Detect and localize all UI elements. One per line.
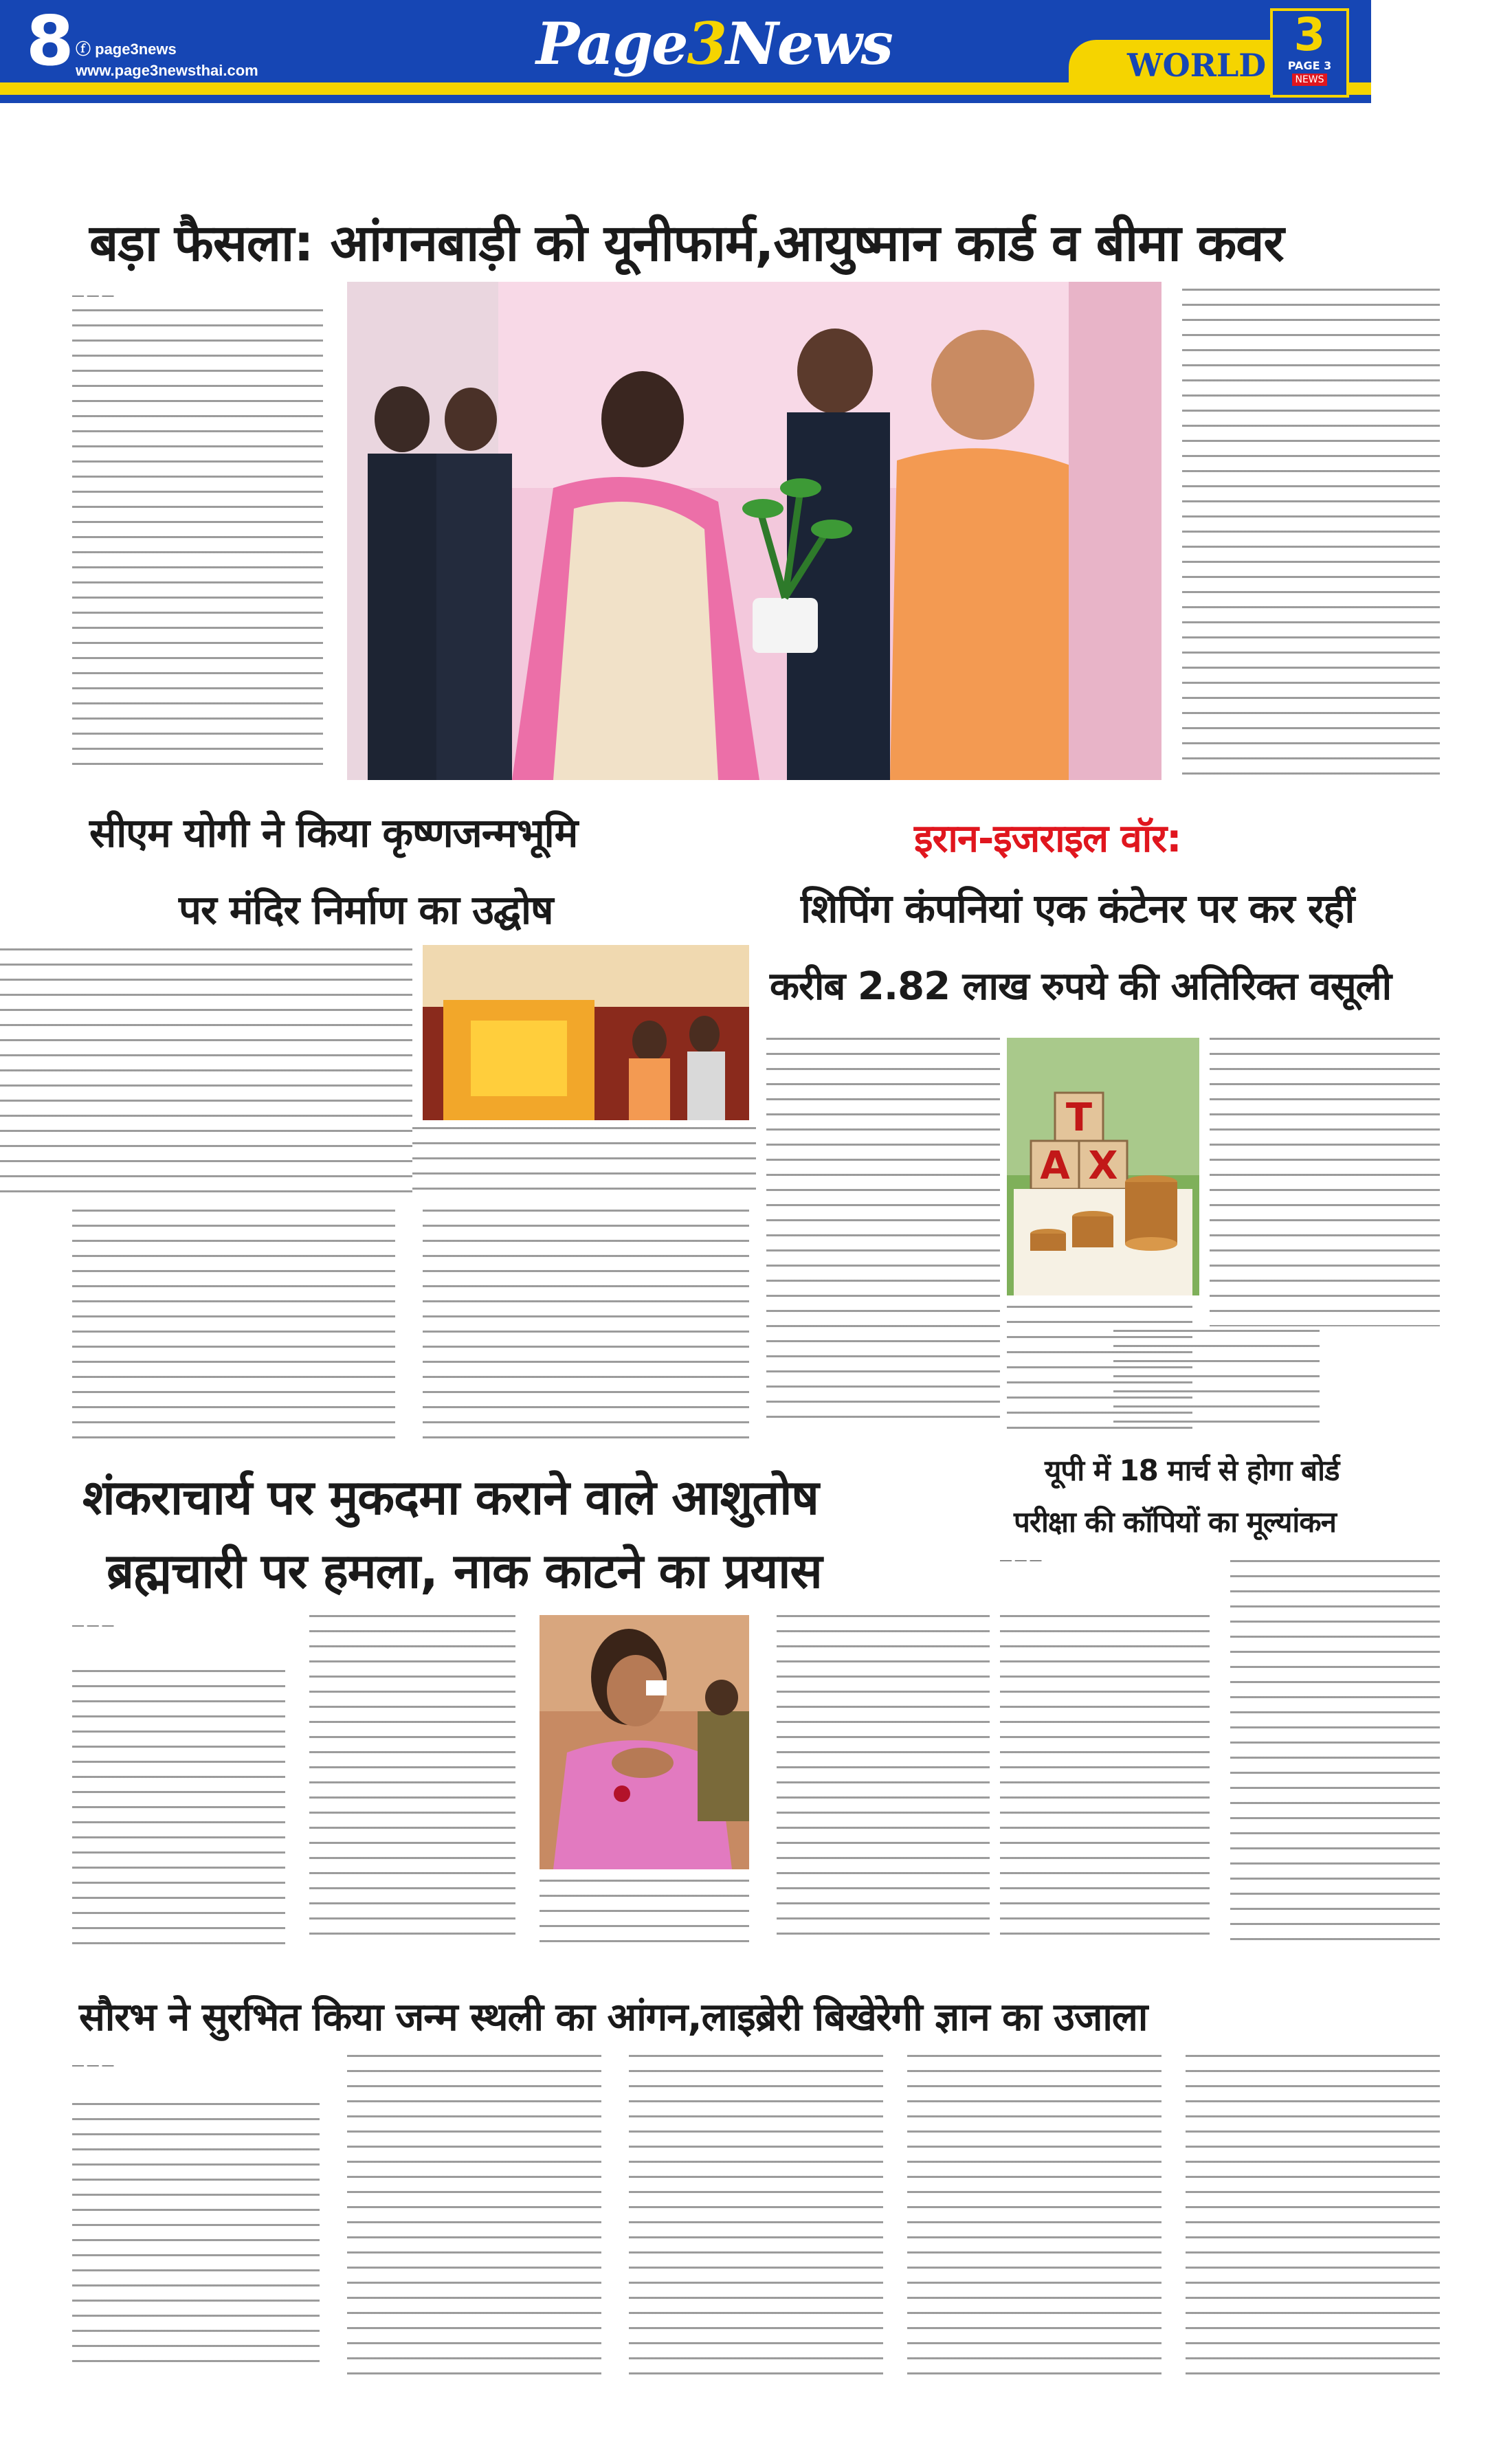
- tax-photo-image: [1007, 1038, 1199, 1295]
- iran-headline-line2: करीब 2.82 लाख रुपये की अतिरिक्त वसूली: [770, 964, 1392, 1009]
- corner-logo: [1270, 8, 1349, 98]
- board-exam-text-col2: [1230, 1560, 1440, 1945]
- newspaper-logo: [536, 10, 892, 78]
- library-byline: — — —: [72, 2058, 114, 2071]
- logo-main: Page: [536, 10, 687, 78]
- svg-text:X: X: [1088, 1144, 1118, 1188]
- library-text-col4: [907, 2055, 1161, 2374]
- shankaracharya-photo: [540, 1615, 749, 1869]
- board-exam-headline-line1: यूपी में 18 मार्च से होगा बोर्ड: [1045, 1454, 1339, 1487]
- lead-headline: बड़ा फैसला: आंगनबाड़ी को यूनीफार्म,आयुष्मान कार्ड व बीमा कवर: [89, 214, 1284, 273]
- shankaracharya-text-col4: [777, 1615, 990, 1945]
- library-text-col1: [72, 2103, 320, 2374]
- iran-kicker: इरान-इजराइल वॉर:: [914, 816, 1181, 861]
- board-exam-headline-line2: परीक्षा की कॉपियों का मूल्यांकन: [1014, 1505, 1336, 1539]
- section-label: WORLD: [1127, 47, 1267, 84]
- logo-tail: News: [725, 10, 892, 78]
- shankaracharya-headline-line1: शंकराचार्य पर मुकदमा कराने वाले आशुतोष: [82, 1469, 819, 1526]
- board-exam-byline: — — —: [1000, 1553, 1042, 1566]
- corner-logo-text: PAGE 3: [1287, 59, 1332, 72]
- board-exam-text-col1: [1000, 1615, 1210, 1945]
- shankaracharya-text-col1: [72, 1670, 285, 1945]
- krishna-text-caption: [412, 1127, 756, 1203]
- social-handle: ⓕ page3news: [76, 41, 177, 58]
- library-text-col2: [347, 2055, 601, 2374]
- corner-logo-number: 3: [1293, 8, 1326, 61]
- lead-text-col3: [1182, 289, 1440, 783]
- page-number: 8: [26, 1, 74, 81]
- lead-photo-image: [347, 282, 1161, 780]
- krishna-photo-image: [423, 945, 749, 1120]
- shankaracharya-text-col2: [309, 1615, 515, 1945]
- svg-text:T: T: [1065, 1095, 1093, 1140]
- library-text-col5: [1186, 2055, 1440, 2374]
- tax-photo: [1007, 1038, 1199, 1295]
- shankaracharya-headline-line2: ब्रह्मचारी पर हमला, नाक काटने का प्रयास: [107, 1543, 822, 1599]
- lead-photo: [347, 282, 1161, 780]
- lead-text-col1: [72, 309, 323, 777]
- lead-byline: — — —: [72, 289, 114, 302]
- logo-number: 3: [687, 10, 726, 78]
- shankaracharya-byline: — — —: [72, 1618, 114, 1632]
- library-text-col3: [629, 2055, 883, 2374]
- shankaracharya-photo-image: [540, 1615, 749, 1869]
- krishna-text-col1: [72, 1210, 395, 1443]
- iran-text-tail: [1113, 1330, 1320, 1429]
- krishna-headline-line2: पर मंदिर निर्माण का उद्घोष: [179, 887, 553, 933]
- masthead-band-lower: [0, 95, 1371, 103]
- iran-text-col3: [1210, 1038, 1440, 1326]
- svg-text:A: A: [1040, 1144, 1070, 1188]
- shankaracharya-text-caption: [540, 1880, 749, 1945]
- krishna-photo: [423, 945, 749, 1120]
- social-handle-text: page3news: [95, 41, 177, 58]
- website-url[interactable]: www.page3newsthai.com: [76, 62, 258, 79]
- library-headline: सौरभ ने सुरभित किया जन्म स्थली का आंगन,लाइब्रेरी बिखेरेगी ज्ञान का उजाला: [79, 1995, 1148, 2040]
- krishna-text-col2: [423, 1210, 749, 1443]
- masthead: [0, 0, 1371, 113]
- krishna-headline-line1: सीएम योगी ने किया कृष्णजन्मभूमि: [89, 810, 578, 856]
- corner-logo-tag: NEWS: [1292, 74, 1326, 86]
- iran-headline-line1: शिपिंग कंपनियां एक कंटेनर पर कर रहीं: [801, 885, 1355, 932]
- iran-text-col1: [766, 1038, 1000, 1429]
- krishna-text-upper-left: [0, 948, 412, 1196]
